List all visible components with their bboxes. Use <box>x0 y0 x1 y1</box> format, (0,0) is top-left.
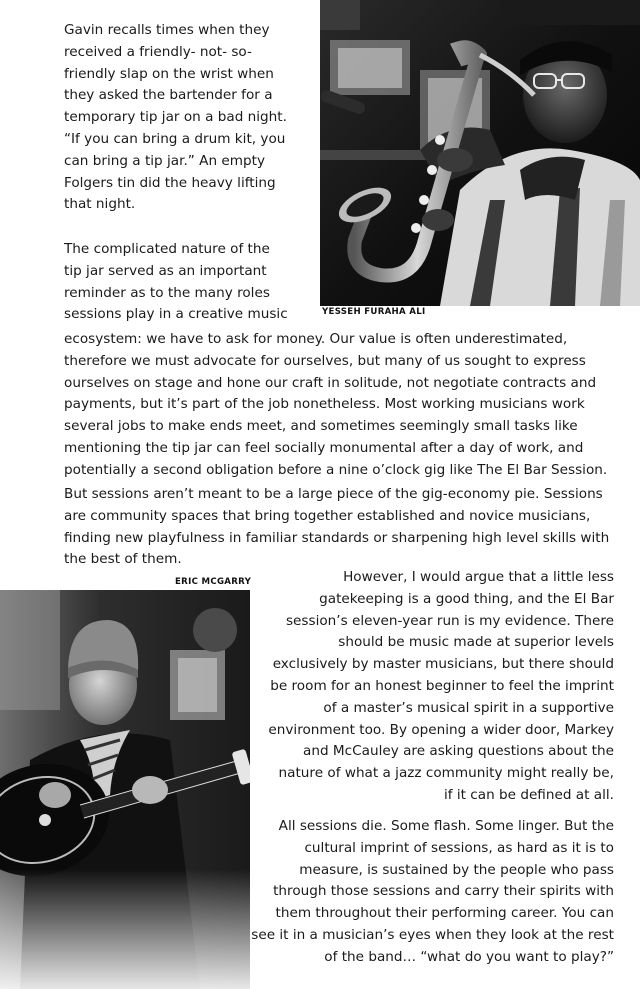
text-line: cultural imprint of sessions, as hard as it is to <box>304 839 614 856</box>
text-line: Folgers tin did the heavy lifting <box>64 174 276 191</box>
text-line: them throughout their performing career. You can <box>275 905 614 922</box>
text-line: payments, but it’s part of the job nonetheless. Most working musicians work <box>64 396 585 413</box>
text-line: sessions play in a creative music <box>64 306 288 323</box>
text-line: The complicated nature of the <box>64 241 270 257</box>
text-line: But sessions aren’t meant to be a large piece of the gig-economy pie. Sessions <box>64 486 603 502</box>
text-line: through those sessions and carry their spirits with <box>273 883 614 900</box>
text-line: mentioning the tip jar can feel socially monumental after a day of work, and <box>64 439 584 456</box>
saxophonist-photo <box>320 0 640 306</box>
text-line: can bring a tip jar.” An empty <box>64 152 265 169</box>
text-line: session’s eleven-year run is my evidence. There <box>285 612 614 629</box>
text-line: they asked the bartender for a <box>64 87 273 104</box>
text-line: measure, is sustained by the people who pass <box>299 861 614 878</box>
guitarist-photo <box>0 590 250 989</box>
guitarist-photo-credit: ERIC MCGARRY <box>175 577 252 587</box>
saxophonist-photo-credit: YESSEH FURAHA ALI <box>322 307 426 317</box>
text-line: nature of what a jazz community might really be, <box>278 765 614 782</box>
text-line: temporary tip jar on a bad night. <box>64 109 287 126</box>
text-line: and McCauley are asking questions about the <box>303 743 614 760</box>
text-line: friendly slap on the wrist when <box>64 65 274 82</box>
paragraph-sessions-die <box>251 816 614 969</box>
saxophonist-illustration <box>320 0 640 306</box>
text-line: finding new playfulness in familiar standards or sharpening high level skills with <box>64 529 610 546</box>
paragraph-tip-jar-roles-top <box>64 239 288 326</box>
text-line: several jobs to make ends meet, and sometimes seemingly small tasks like <box>64 418 578 435</box>
text-line: therefore we must advocate for ourselves, but many of us sought to express <box>64 352 586 369</box>
text-line: exclusively by master musicians, but there should <box>272 656 614 673</box>
paragraph-tip-jar-anecdote <box>64 20 287 216</box>
text-line: that night. <box>64 196 136 213</box>
text-line: ourselves on stage and hone our craft in solitude, not negotiate contracts and <box>64 374 597 391</box>
text-line: environment too. By opening a wider door, Markey <box>268 721 614 738</box>
text-line: be room for an honest beginner to feel the imprint <box>270 677 614 694</box>
text-line: Gavin recalls times when they <box>64 22 270 38</box>
text-line: However, I would argue that a little less <box>343 569 614 585</box>
text-line: potentially a second obligation before a nine o’clock gig like The El Bar Session. <box>64 461 608 478</box>
text-line: of a master’s musical spirit in a supportive <box>323 699 614 716</box>
text-line: are community spaces that bring together established and novice musicians, <box>64 507 591 524</box>
text-line: should be music made at superior levels <box>338 634 614 651</box>
text-line: “If you can bring a drum kit, you <box>64 130 286 147</box>
text-line: reminder as to the many roles <box>64 284 270 301</box>
text-line: of the band… “what do you want to play?” <box>324 948 614 965</box>
text-line: gatekeeping is a good thing, and the El Bar <box>319 590 614 607</box>
text-line: if it can be defined at all. <box>443 786 614 803</box>
paragraph-tip-jar-roles-full <box>64 329 607 482</box>
text-line: All sessions die. Some flash. Some linger. But the <box>278 818 614 834</box>
paragraph-gatekeeping <box>268 567 614 807</box>
text-line: see it in a musician’s eyes when they look at the rest <box>251 926 614 943</box>
text-line: received a friendly- not- so- <box>64 43 252 60</box>
paragraph-community-spaces <box>64 484 609 571</box>
text-line: ecosystem: we have to ask for money. Our value is often underestimated, <box>64 331 568 347</box>
guitarist-illustration <box>0 590 250 989</box>
text-line: the best of them. <box>64 551 182 568</box>
text-line: tip jar served as an important <box>64 262 267 279</box>
